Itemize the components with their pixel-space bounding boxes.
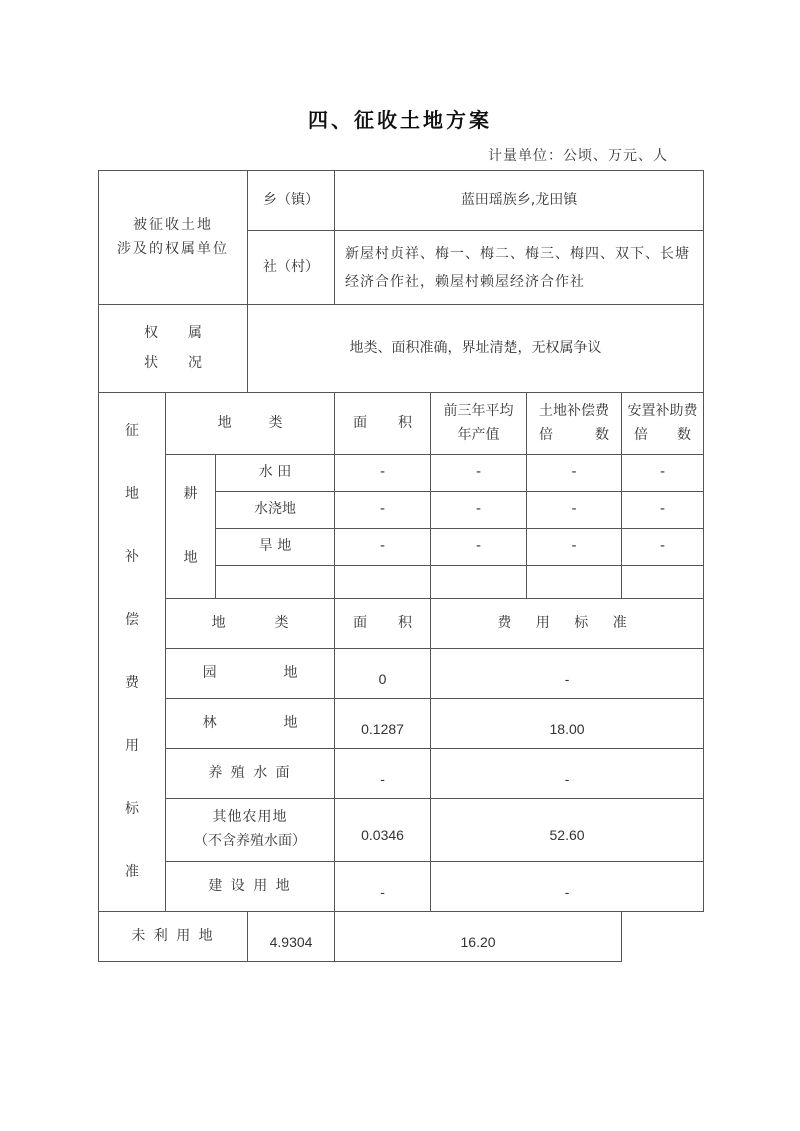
header-resettle-line2b: 数 — [677, 426, 692, 443]
empty-cell — [335, 566, 431, 599]
header-land-comp-line2a: 倍 — [539, 426, 554, 443]
vlabel-7: 准 — [125, 864, 139, 880]
area-value: 0.1287 — [335, 699, 431, 749]
header-land-comp-line2b: 数 — [595, 426, 610, 443]
land-acquisition-table — [98, 170, 704, 962]
arable-area: - — [335, 529, 431, 566]
standard-row — [99, 912, 704, 962]
status-label-2: 属 — [188, 324, 203, 341]
arable-label-a: 耕 — [183, 485, 198, 502]
arable-resettle: - — [622, 492, 704, 529]
header2-land-type-a: 地 — [211, 614, 226, 631]
header-area-b: 积 — [397, 414, 412, 431]
arable-land-comp: - — [527, 492, 622, 529]
header-land-type — [166, 393, 335, 455]
header-resettle-line1: 安置补助费 — [627, 402, 698, 419]
fee-standard-value: - — [431, 749, 704, 799]
fee-standard-value: - — [431, 862, 704, 912]
fee-standard-value: 16.20 — [335, 912, 622, 962]
header2-land-type — [166, 599, 335, 649]
area-value: 4.9304 — [248, 912, 335, 962]
status-label-1: 权 — [144, 324, 159, 341]
land-type-a: 林 — [202, 714, 217, 731]
ownership-label-cell — [99, 171, 248, 305]
comp-header-row — [99, 393, 704, 455]
header-land-comp — [527, 393, 622, 455]
land-type-a: 园 — [202, 664, 217, 681]
arable-land-comp: - — [527, 455, 622, 492]
standard-row — [99, 862, 704, 912]
status-row — [99, 305, 704, 393]
land-type-line2: （不含养殖水面） — [194, 833, 307, 849]
land-type-b: 地 — [283, 664, 298, 681]
area-value: 0.0346 — [335, 799, 431, 862]
vlabel-4: 费 — [125, 675, 139, 691]
land-type-cell — [166, 799, 335, 862]
arable-row — [99, 455, 704, 492]
land-type-cell: 未 利 用 地 — [99, 912, 248, 962]
header-area-a: 面 — [353, 414, 368, 431]
area-value: 0 — [335, 649, 431, 699]
ownership-label-line1: 被征收土地 — [133, 216, 214, 233]
land-type-line1: 其他农用地 — [212, 809, 288, 826]
township-label: 乡（镇） — [248, 171, 335, 231]
standard-header-row — [99, 599, 704, 649]
header2-land-type-b: 类 — [274, 614, 289, 631]
standard-row — [99, 649, 704, 699]
status-value: 地类、面积准确，界址清楚，无权属争议 — [248, 305, 704, 393]
empty-cell — [527, 566, 622, 599]
area-value: - — [335, 862, 431, 912]
arable-avg: - — [431, 455, 527, 492]
vlabel-5: 用 — [125, 738, 139, 754]
arable-resettle: - — [622, 529, 704, 566]
header-land-type-b: 类 — [268, 414, 283, 431]
header2-area-a: 面 — [353, 614, 368, 631]
header-resettle-line2a: 倍 — [634, 426, 649, 443]
unit-note: 计量单位：公顷、万元、人 — [488, 148, 668, 164]
arable-resettle: - — [622, 455, 704, 492]
comp-vertical-label — [99, 393, 166, 912]
village-label: 社（村） — [248, 231, 335, 305]
header-land-type-a: 地 — [217, 414, 232, 431]
area-value: - — [335, 749, 431, 799]
fee-standard-value: 18.00 — [431, 699, 704, 749]
header-avg-output — [431, 393, 527, 455]
village-value: 新屋村贞祥、梅一、梅二、梅三、梅四、双下、长塘经济合作社，赖屋村赖屋经济合作社 — [335, 231, 704, 305]
standard-row — [99, 799, 704, 862]
vlabel-2: 补 — [125, 549, 139, 565]
arable-avg: - — [431, 492, 527, 529]
arable-name: 旱 地 — [216, 529, 335, 566]
vlabel-1: 地 — [125, 486, 139, 502]
standard-row — [99, 699, 704, 749]
land-type-cell: 养 殖 水 面 — [166, 749, 335, 799]
arable-area: - — [335, 492, 431, 529]
status-label-3: 状 — [144, 354, 159, 371]
township-row — [99, 171, 704, 231]
ownership-label-line2: 涉及的权属单位 — [117, 240, 230, 257]
header-resettle — [622, 393, 704, 455]
status-label-4: 况 — [188, 354, 203, 371]
empty-cell — [622, 566, 704, 599]
arable-name: 水 田 — [216, 455, 335, 492]
status-label-cell — [99, 305, 248, 393]
land-type-b: 地 — [283, 714, 298, 731]
arable-label-b: 地 — [183, 549, 198, 566]
header-avg-line2: 年产值 — [457, 426, 500, 443]
vlabel-6: 标 — [125, 801, 139, 817]
land-type-cell: 建 设 用 地 — [166, 862, 335, 912]
empty-cell — [431, 566, 527, 599]
arable-land-comp: - — [527, 529, 622, 566]
vlabel-3: 偿 — [125, 612, 139, 628]
arable-label-cell — [166, 455, 216, 599]
arable-avg: - — [431, 529, 527, 566]
fee-standard-value: 52.60 — [431, 799, 704, 862]
header2-area — [335, 599, 431, 649]
page-title: 四、征收土地方案 — [308, 108, 492, 132]
vlabel-0: 征 — [125, 423, 139, 439]
header2-area-b: 积 — [397, 614, 412, 631]
header-area — [335, 393, 431, 455]
arable-name: 水浇地 — [216, 492, 335, 529]
fee-standard-value: - — [431, 649, 704, 699]
empty-cell — [216, 566, 335, 599]
arable-area: - — [335, 455, 431, 492]
township-value: 蓝田瑶族乡,龙田镇 — [335, 171, 704, 231]
land-type-cell — [166, 699, 335, 749]
header-avg-line1: 前三年平均 — [443, 402, 514, 419]
standard-row — [99, 749, 704, 799]
header-land-comp-line1: 土地补偿费 — [539, 402, 610, 419]
land-type-cell — [166, 649, 335, 699]
header2-fee-standard: 费 用 标 准 — [431, 599, 704, 649]
